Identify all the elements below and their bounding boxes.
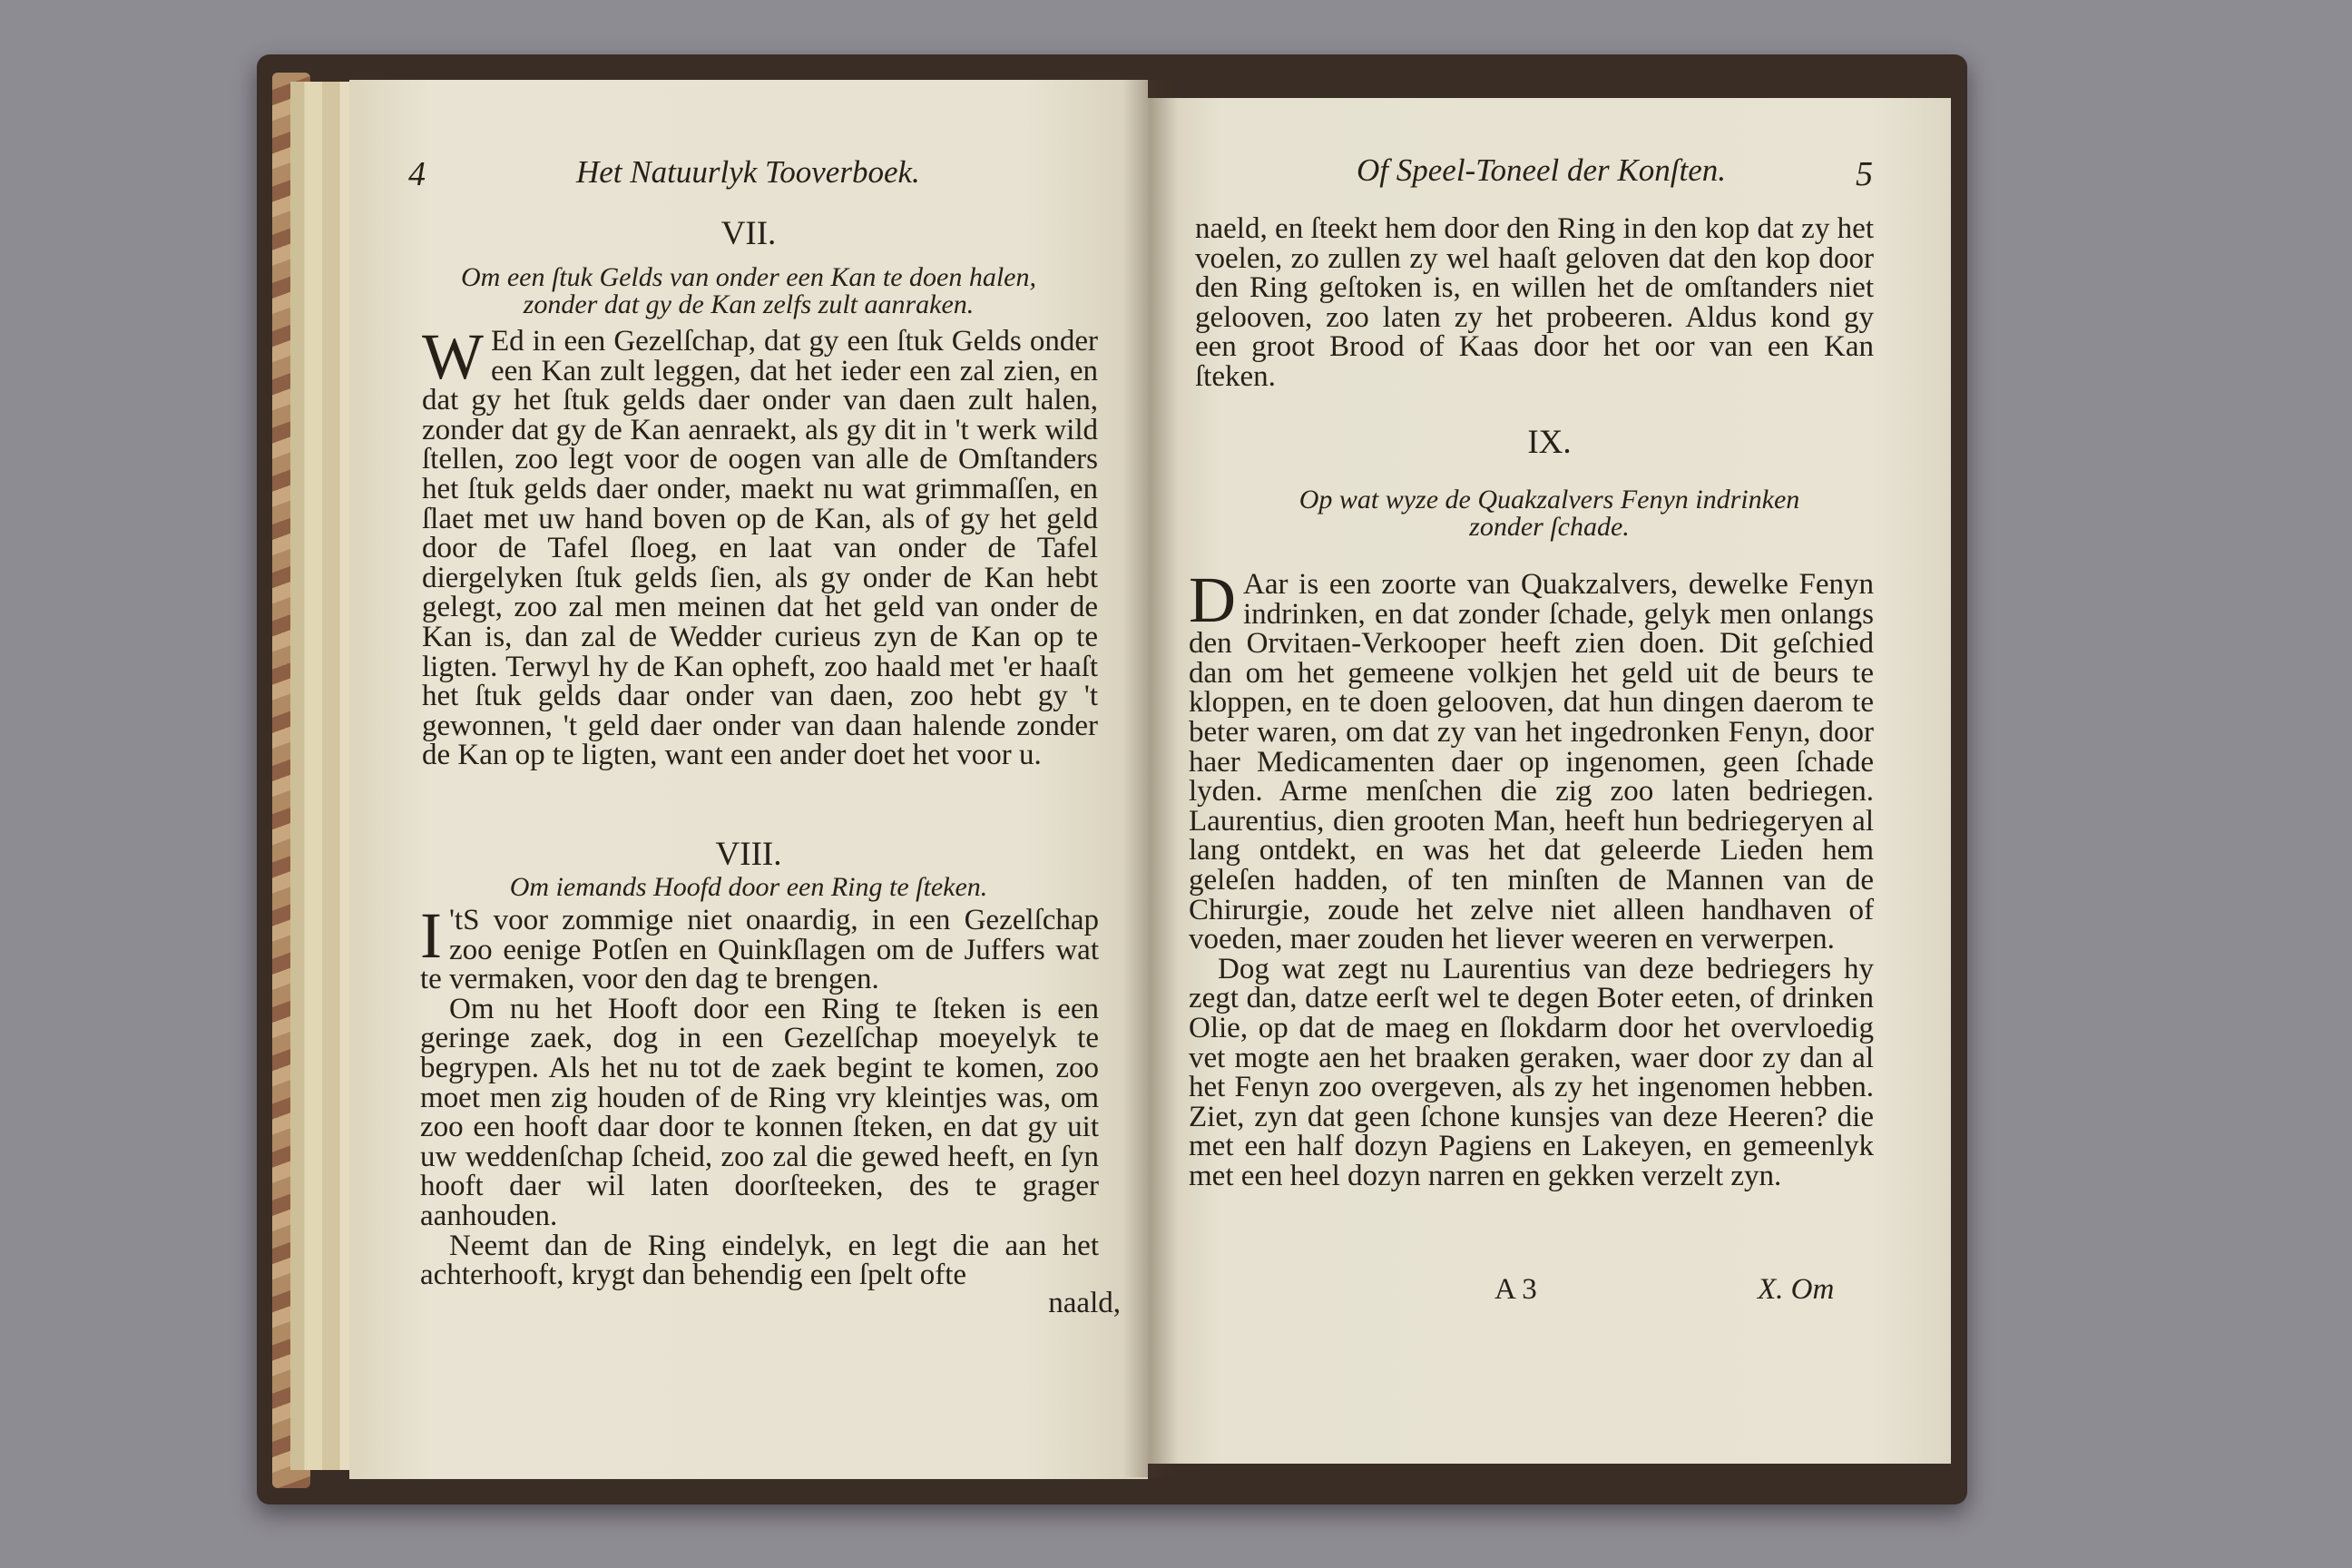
- section-numeral-ix: IX.: [1527, 424, 1572, 461]
- section-title-line: zonder ſchade.: [1469, 512, 1630, 542]
- paragraph: Ed in een Gezelſchap, dat gy een ſtuk Gelds onder een Kan zult leggen, dat het ieder een zal zien, en dat gy het ſtuk gelds daer onder van daen zult halen, zonder dat gy de Kan aenraekt, als gy dit in 't werk wild ſtellen, zoo legt voor de oogen van alle de Omſtanders het ſtuk gelds daer onder, maekt nu wat grimmaſſen, en ſlaet met uw hand boven op de Kan, als of gy het geld door de Tafel ſloeg, en laat van onder de Tafel diergelyken ſtuk gelds ſien, als gy onder de Kan hebt gelegt, zoo zal men meinen dat het geld van onder de Kan is, dan zal de Wedder curieus zyn de Kan op te ligten. Terwyl hy de Kan opheft, zoo haald met 'er haaſt het ſtuk gelds daar onder van daen, zoo hebt gy 't gewonnen, 't geld daer onder van daan halende zonder de Kan op te ligten, want een ander doet het voor u.: [422, 325, 1098, 772]
- drop-cap: D: [1189, 564, 1236, 636]
- paragraph: Neemt dan de Ring eindelyk, en legt die aan het achterhooft, krygt dan behendig een ſpelt ofte: [420, 1229, 1099, 1292]
- section-title-viii: Om iemands Hoofd door een Ring te ſteken.: [509, 872, 988, 902]
- signature-mark: A 3: [1494, 1273, 1537, 1306]
- drop-cap: W: [422, 320, 484, 393]
- right-page: [1148, 98, 1951, 1464]
- section-title-line: Op wat wyze de Quakzalvers Fenyn indrinken: [1298, 485, 1800, 514]
- gutter-shadow: [1123, 80, 1178, 1477]
- catchword: naald,: [1048, 1287, 1121, 1319]
- paragraph: naeld, en ſteekt hem door den Ring in den kop dat zy het voelen, zo zullen zy wel haaſt geloven dat den kop door den Ring geſtoken is, en willen het de omſtanders niet gelooven, zoo laten zy het probeeren. Aldus kond gy een groot Brood of Kaas door het oor van een Kan ſteken.: [1195, 212, 1874, 393]
- running-head: Het Natuurlyk Tooverboek.: [576, 154, 920, 190]
- catchword: X. Om: [1758, 1273, 1835, 1306]
- paragraph: S voor zommige niet onaardig, in een Gezelſchap zoo eenige Potſen en Quinkſlagen om de Juffers wat te vermaken, voor den dag te brengen.: [420, 904, 1099, 996]
- paragraph: Aar is een zoorte van Quakzalvers, dewelke Fenyn indrinken, en dat zonder ſchade, gelyk men onlangs den Orvitaen-Verkooper heeft zien doen. Dit geſchied dan om het gemeene volkjen het geld uit de beurs te kloppen, en te doen gelooven, dat hun dingen daerom te beter waren, om dat zy van het ingedronken Fenyn, door haer Medicamenten daer op ingenomen, geen ſchade lyden. Arme menſchen die zig zoo laten bedriegen. Laurentius, dien grooten Man, heeft hun bedriegeryen al lang ontdekt, en was het dat geleerde Lieden hem geleſen hadden, of ten minſten de Mannen van de Chirurgie, zoude het zelve niet alleen handhaven of voeden, maer zouden het liever weeren en verwerpen.: [1189, 568, 1874, 956]
- section-numeral-vii: VII.: [720, 215, 777, 252]
- continuation-text: [1195, 214, 1874, 392]
- section-body-vii: [422, 320, 1098, 772]
- paragraph: Dog wat zegt nu Laurentius van deze bedriegers hy zegt dan, datze eerſt wel te degen Boter eeten, of drinken Olie, op dat de maeg en ſlokdarm door het overvloedig vet mogte aen het braaken geraken, waer door zy dan al het Fenyn zoo overgeven, als zy het ingenomen hebben. Ziet, zyn dat geen ſchone kunsjes van deze Heeren? die met een half dozyn Pagiens en Lakeyen, en gemeenlyk met een heel dozyn narren en gekken verzelt zyn.: [1189, 952, 1874, 1192]
- section-title-vii: [386, 264, 1112, 318]
- section-body-viii: [420, 899, 1099, 1292]
- section-title-line: zonder dat gy de Kan zelfs zult aanraken.: [523, 289, 975, 319]
- section-title-ix: [1184, 486, 1915, 541]
- section-numeral-viii: VIII.: [715, 836, 782, 873]
- section-body-ix: [1189, 564, 1874, 1192]
- paragraph: Om nu het Hooft door een Ring te ſteken is een geringe zaek, dog in een Gezelſchap moeyelyk te begrypen. Als het nu tot de zaek begint te komen, zoo moet men zig houden of de Ring vry kleintjes was, om zoo een hooft daar door te konnen ſteken, en dat gy uit uw weddenſchap ſcheid, zoo zal die gewed heeft, en ſyn hooft daer wil laten doorſteeken, des te grager aanhouden.: [420, 992, 1099, 1232]
- drop-cap: I: [420, 899, 442, 972]
- left-page: [349, 80, 1148, 1479]
- page-number: 5: [1856, 155, 1873, 193]
- lead-word: 't: [448, 904, 464, 936]
- running-head: Of Speel-Toneel der Konſten.: [1357, 152, 1726, 188]
- page-number: 4: [408, 155, 426, 193]
- section-title-line: Om een ſtuk Gelds van onder een Kan te doen halen,: [461, 262, 1036, 292]
